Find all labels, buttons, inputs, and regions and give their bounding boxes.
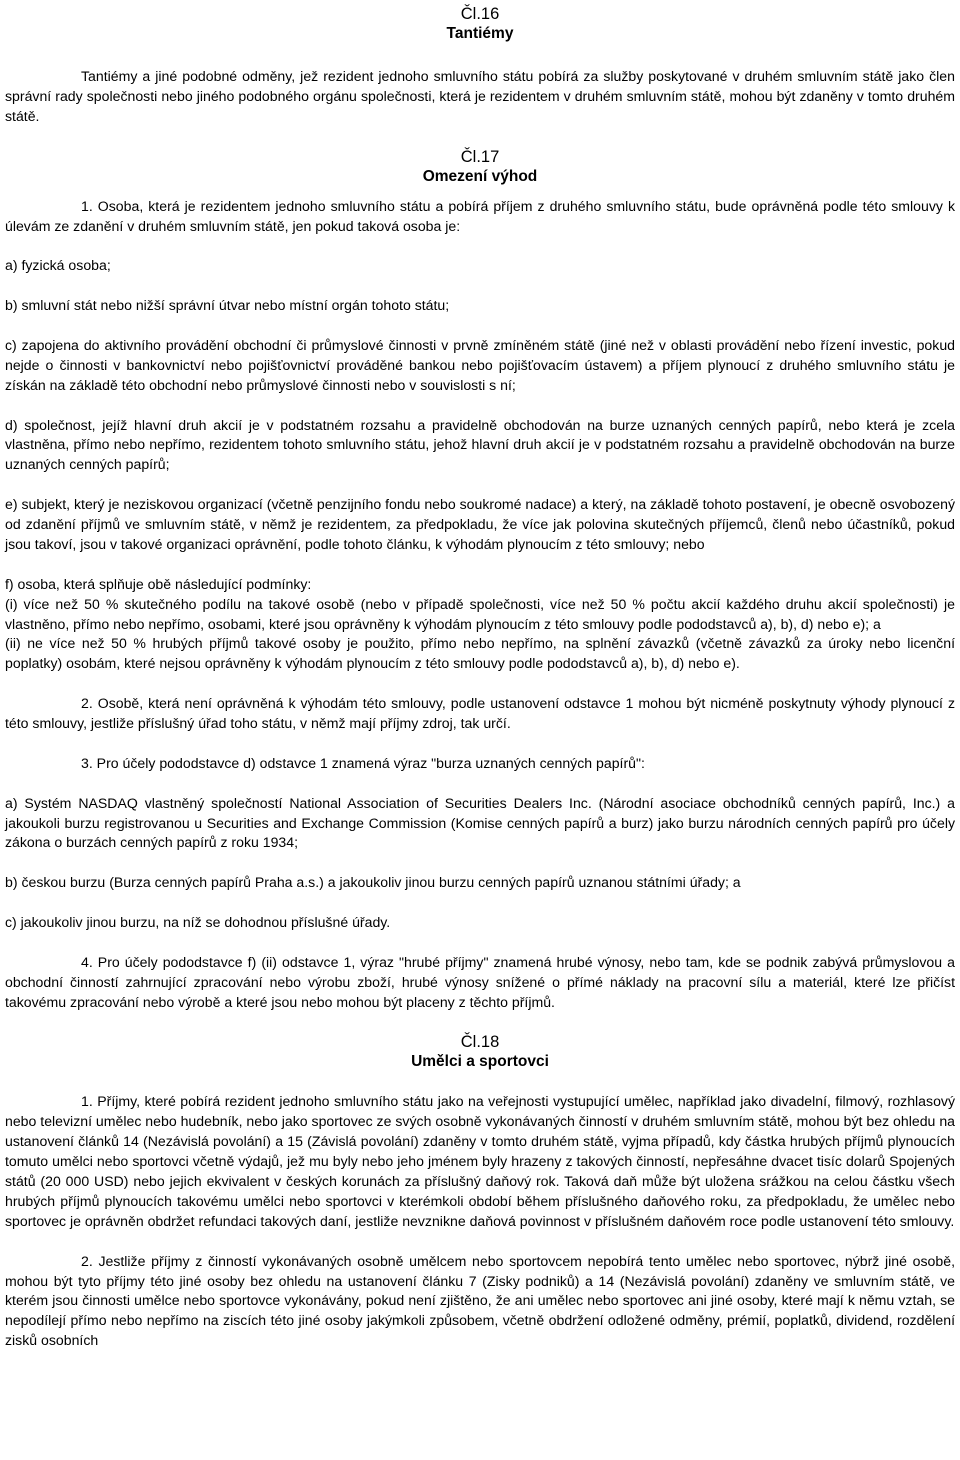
article-18-number: Čl.18 [460,1033,500,1052]
article-16-paragraph: Tantiémy a jiné podobné odměny, jež rezident jednoho smluvního státu pobírá za služby poskytované v druhém smluvním státě jako člen správní rady společnosti nebo jiného podobného orgánu společnosti, která je rezidentem v druhém smluvním státě, mohou být zdaněny v tomto druhém státě. [5,68,955,124]
article-17 [5,147,955,1013]
article-18 [5,1032,955,1351]
article-17-item-f-i: (i) více než 50 % skutečného podílu na takové osobě (nebo v případě společnosti, více než 50 % počtu akcií každého druhu akcií společnosti) je vlastněno, přímo nebo nepřímo, osobami, které jsou oprávněny k výhodám plynoucím z této smlouvy podle pododstavců a), b), d) nebo e); a [5,595,955,632]
article-18-paragraph-1: 1. Příjmy, které pobírá rezident jednoho smluvního státu jako na veřejnosti vystupující umělec, například jako divadelní, filmový, rozhlasový nebo televizní umělec nebo hudebník, nebo jako sportovec ze svých osobně vykonávaných činností v druhém smluvním státě, mohou být bez ohledu na ustanovení článků 14 (Nezávislá povolání) a 15 (Závislá povolání) zdaněny v tomto druhém státě, vyjma případů, kdy částka hrubých příjmů plynoucích tomuto umělci nebo sportovci včetně výdajů, jež mu byly nebo jeho jménem byly hrazeny z takových činností, nepřesáhne dvacet tisíc dolarů Spojených států (20 000 USD) nebo jejich ekvivalent v českých korunách za příslušný daňový rok. Taková daň může být uložena srážkou na celou částku všech hrubých příjmů plynoucích takovému umělci nebo sportovci v kterémkoli období během příslušného daňového roku, za předpokladu, že umělec nebo sportovec je oprávněn obdržet refundaci takových daní, jestliže nevznikne daňová povinnost v příslušném daňovém roce podle ustanovení této smlouvy. [5,1093,955,1229]
article-17-paragraph-1: 1. Osoba, která je rezidentem jednoho smluvního státu a pobírá příjem z druhého smluvního státu, bude oprávněná podle této smlouvy k úlevám ze zdanění v druhém smluvním státě, jen pokud taková osoba je: [5,197,955,234]
article-16-title: Tantiémy [446,25,514,42]
article-17-item-c: c) zapojena do aktivního provádění obchodní či průmyslové činnosti v prvně zmíněném státě (jiné než v oblasti provádění nebo řízení investic, pokud nejde o činnosti v bankovnictví nebo pojišťovnictví prováděné bankou nebo pojišťovacím ústavem) a příjem plynoucí z druhého smluvního státu je získán na základě této obchodní nebo průmyslové činnosti nebo v souvislosti s ní; [5,336,955,393]
article-17-item-d: d) společnost, jejíž hlavní druh akcií je v podstatném rozsahu a pravidelně obchodován na burze uznaných cenných papírů, nebo která je zcela vlastněna, přímo nebo nepřímo, rezidentem tohoto smluvního státu, jehož hlavní druh akcií je v podstatném rozsahu a pravidelně obchodován na burze uznaných cenných papírů; [5,416,955,473]
article-16 [5,4,955,127]
article-17-item-f: f) osoba, která splňuje obě následující podmínky: [5,575,312,592]
article-17-paragraph-3-c: c) jakoukoliv jinou burzu, na níž se dohodnou příslušné úřady. [5,914,391,931]
article-17-title: Omezení výhod [422,167,538,185]
article-17-item-f-ii: (ii) ne více než 50 % hrubých příjmů takové osoby je použito, přímo nebo nepřímo, na splnění závazků (včetně závazků za úroky nebo licenční poplatky) osobám, které nejsou oprávněny k výhodám plynoucím z této smlouvy podle pododstavců a), b), d) nebo e). [5,635,955,672]
article-17-item-a: a) fyzická osoba; [5,257,111,274]
article-17-paragraph-3-a: a) Systém NASDAQ vlastněný společností National Association of Securities Dealers Inc. (Národní asociace obchodníků cenných papírů, Inc.) a jakoukoli burzu registrovanou u Securities and Exchange Commission (Komise cenných papírů a burz) jako burzu národních cenných papírů pro účely zákona o burzách cenných papírů z roku 1934; [5,794,955,851]
article-18-paragraph-2: 2. Jestliže příjmy z činností vykonávaných osobně umělcem nebo sportovcem nepobírá tento umělec nebo sportovec, nýbrž jiné osobě, mohou být tyto příjmy této jiné osoby bez ohledu na ustanovení článku 7 (Zisky podniků) a 14 (Nezávislá povolání) zdaněny ve smluvním státě, ve kterém jsou činnosti umělce nebo sportovce vykonávány, pokud není zjištěno, že ani umělec nebo sportovec ani jiné osoby, které mají k němu vztah, se nepodílejí přímo nebo nepřímo na ziscích této jiné osoby jakýmkoli způsobem, včetně obdržení odložené odměny, prémií, poplatků, dividend, rozdělení zisků osobních [5,1252,955,1349]
article-18-title: Umělci a sportovci [411,1053,549,1071]
article-17-paragraph-3: 3. Pro účely pododstavce d) odstavce 1 znamená výraz "burza uznaných cenných papírů": [81,754,645,771]
article-17-item-e: e) subjekt, který je neziskovou organizací (včetně penzijního fondu nebo soukromé nadace) a který, na základě tohoto postavení, je obecně osvobozený od zdanění příjmů ve smluvním státě, v němž je rezidentem, za předpokladu, že více jak polovina skutečných příjemců, členů nebo účastníků, pokud jsou takoví, jsou v takové organizaci oprávnění, podle tohoto článku, k výhodám plynoucím z této smlouvy; nebo [5,496,955,552]
article-17-number: Čl.17 [460,147,500,166]
article-17-paragraph-2: 2. Osobě, která není oprávněná k výhodám této smlouvy, podle ustanovení odstavce 1 mohou být nicméně poskytnuty výhody plynoucí z této smlouvy, jestliže příslušný úřad toho státu, v němž mají příjmy zdroj, tak určí. [5,695,955,732]
article-17-item-b: b) smluvní stát nebo nižší správní útvar nebo místní orgán tohoto státu; [5,297,450,314]
article-17-paragraph-3-b: b) českou burzu (Burza cenných papírů Praha a.s.) a jakoukoliv jinou burzu cenných papírů uznanou státními úřady; a [5,874,741,891]
article-17-paragraph-4: 4. Pro účely pododstavce f) (ii) odstavce 1, výraz "hrubé příjmy" znamená hrubé výnosy, nebo tam, kde se podnik zabývá průmyslovou a obchodní činností zahrnující zpracování nebo výrobu zboží, hrubé výnosy snížené o přímé náklady na pracovní sílu a materiál, které lze přičíst takovému zpracování nebo výrobě a které jsou nebo mohou být placeny z těchto příjmů. [5,953,955,1010]
article-16-number: Čl.16 [460,5,500,23]
